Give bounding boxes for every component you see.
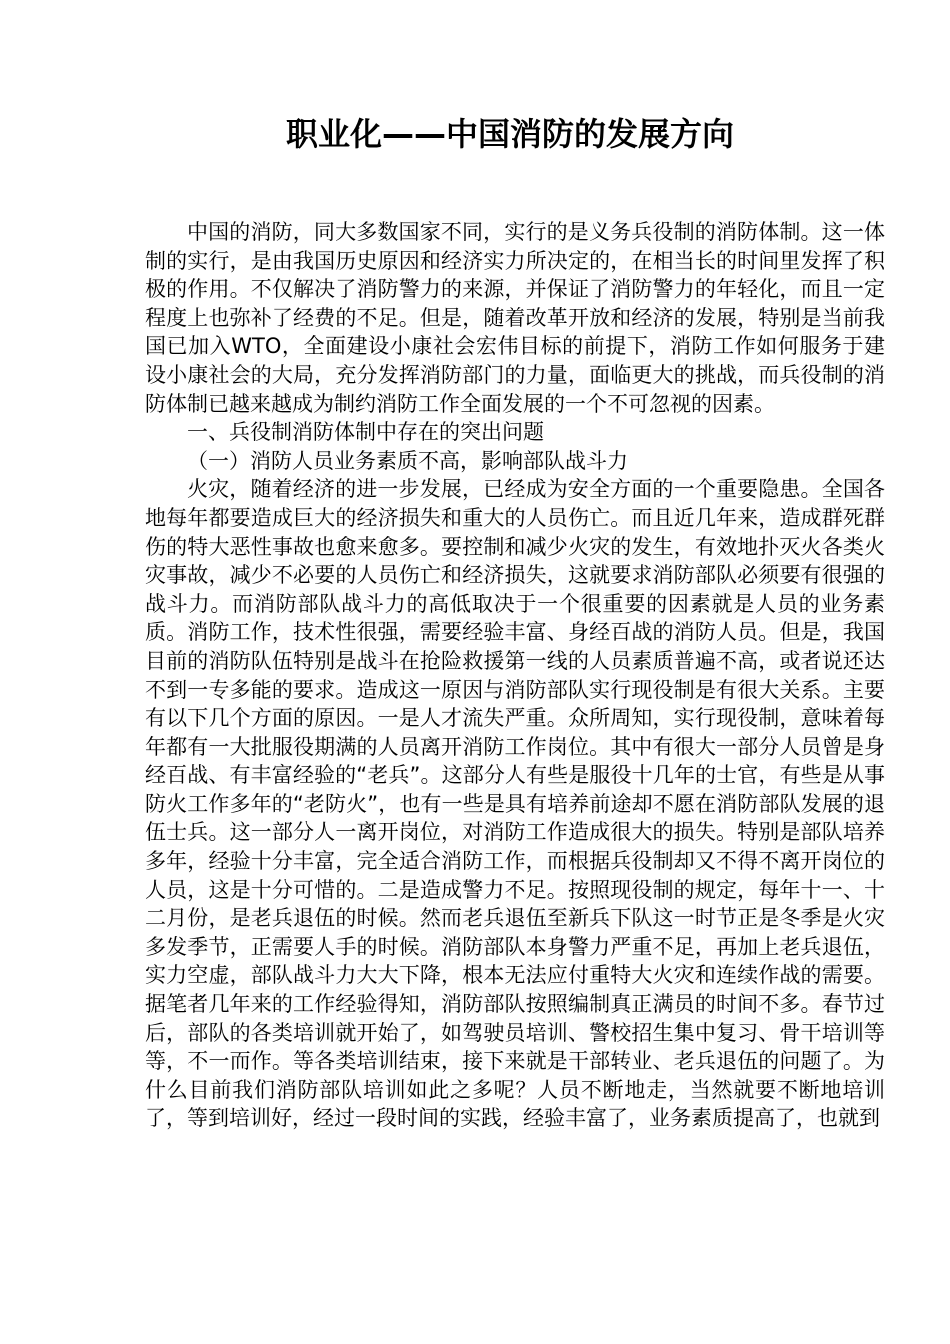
section-heading: 一、兵役制消防体制中存在的突出问题: [187, 420, 544, 445]
document-title: 职业化——中国消防的发展方向: [285, 115, 734, 153]
body-paragraph: 火灾，随着经济的进一步发展，已经成为安全方面的一个重要隐患。全国各地每年都要造成巨大的经济损失和重大的人员伤亡。而且近几年来，造成群死群伤的特大恶性事故也愈来愈多。要控制和减少火灾的发生，有效地扑灭火各类火灾事故，减少不必要的人员伤亡和经济损失，这就要求消防部队必须要有很强的战斗力。而消防部队战斗力的高低取决于一个很重要的因素就是人员的业务素质。消防工作，技术性很强，需要经验丰富、身经百战的消防人员。但是，我国目前的消防队伍特别是战斗在抢险救援第一线的人员素质普遍不高，或者说还达不到一专多能的要求。造成这一原因与消防部队实行现役制是有很大关系。主要有以下几个方面的原因。一是人才流失严重。众所周知，实行现役制，意味着每年都有一大批服役期满的人员离开消防工作岗位。其中有很大一部分人员曾是身经百战、有丰富经验的“老兵”。这部分人有些是服役十几年的士官，有些是从事防火工作多年的“老防火”，也有一些是具有培养前途却不愿在消防部队发展的退伍士兵。这一部分人一离开岗位，对消防工作造成很大的损失。特别是部队培养多年，经验十分丰富，完全适合消防工作，而根据兵役制却又不得不离开岗位的人员，这是十分可惜的。二是造成警力不足。按照现役制的规定，每年十一、十二月份，是老兵退伍的时候。然而老兵退伍至新兵下队这一时节正是冬季是火灾多发季节，正需要人手的时候。消防部队本身警力严重不足，再加上老兵退伍，实力空虚，部队战斗力大大下降，根本无法应付重特大火灾和连续作战的需要。据笔者几年来的工作经验得知，消防部队按照编制真正满员的时间不多。春节过后，部队的各类培训就开始了，如驾驶员培训、警校招生集中复习、骨干培训等等，不一而作。等各类培训结束，接下来就是干部转业、老兵退伍的问题了。为什么目前我们消防部队培训如此之多呢？人员不断地走，当然就要不断地培训了，等到培训好，经过一段时间的实践，经验丰富了，业务素质提高了，也就到: [145, 477, 885, 1131]
subsection-heading: （一）消防人员业务素质不高，影响部队战斗力: [187, 448, 628, 473]
intro-paragraph: 中国的消防，同大多数国家不同，实行的是义务兵役制的消防体制。这一体制的实行，是由我国历史原因和经济实力所决定的，在相当长的时间里发挥了积极的作用。不仅解决了消防警力的来源，并保证了消防警力的年轻化，而且一定程度上也弥补了经费的不足。但是，随着改革开放和经济的发展，特别是当前我国已加入WTO，全面建设小康社会宏伟目标的前提下，消防工作如何服务于建设小康社会的大局，充分发挥消防部门的力量，面临更大的挑战，而兵役制的消防体制已越来越成为制约消防工作全面发展的一个不可忽视的因素。: [145, 220, 885, 416]
document-body: [145, 218, 885, 1133]
